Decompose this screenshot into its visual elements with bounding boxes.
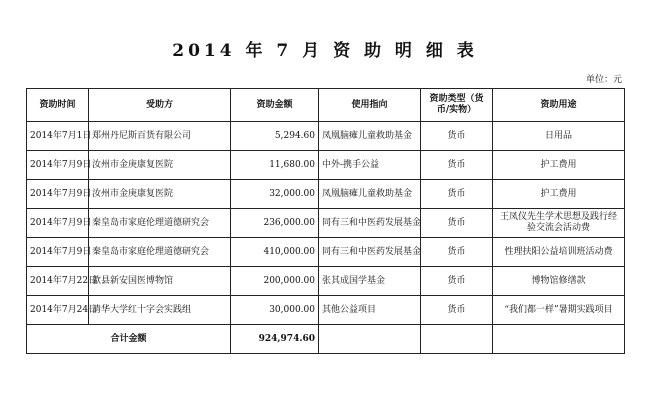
table-row xyxy=(27,296,625,325)
page-title: 2014 年 7 月 资 助 明 细 表 xyxy=(172,41,478,61)
cell-direction: 同有三和中医药发展基金 xyxy=(319,238,421,267)
cell-type: 货币 xyxy=(421,296,493,325)
cell-amount: 410,000.00 xyxy=(231,238,319,267)
unit-label: 单位：元 xyxy=(585,75,622,85)
header-recipient: 受助方 xyxy=(89,89,231,122)
cell-recipient: 清华大学红十字会实践组 xyxy=(89,296,231,325)
table-row xyxy=(27,209,625,238)
cell-direction: 凤凰脑瘫儿童救助基金 xyxy=(319,122,421,151)
table-row xyxy=(27,122,625,151)
cell-amount: 236,000.00 xyxy=(231,209,319,238)
cell-type: 货币 xyxy=(421,238,493,267)
cell-amount: 5,294.60 xyxy=(231,122,319,151)
cell-recipient: 汝州市金庚康复医院 xyxy=(89,151,231,180)
donation-table xyxy=(26,88,625,354)
table-row xyxy=(27,238,625,267)
cell-time: 2014年7月9日 xyxy=(27,238,89,267)
empty-cell xyxy=(319,325,421,354)
cell-type: 货币 xyxy=(421,209,493,238)
cell-direction: 中外-携手公益 xyxy=(319,151,421,180)
cell-direction: 同有三和中医药发展基金 xyxy=(319,209,421,238)
header-direction: 使用指向 xyxy=(319,89,421,122)
cell-purpose: 性理扶阳公益培训班活动费 xyxy=(493,238,625,267)
cell-purpose: 王凤仪先生学术思想及践行经验交流会活动费 xyxy=(493,209,625,238)
empty-cell xyxy=(493,325,625,354)
cell-amount: 30,000.00 xyxy=(231,296,319,325)
cell-type: 货币 xyxy=(421,151,493,180)
cell-time: 2014年7月9日 xyxy=(27,209,89,238)
cell-amount: 32,000.00 xyxy=(231,180,319,209)
cell-time: 2014年7月22日 xyxy=(27,267,89,296)
total-label: 合计金额 xyxy=(27,325,231,354)
table-row xyxy=(27,267,625,296)
cell-purpose: 博物馆修缮款 xyxy=(493,267,625,296)
cell-time: 2014年7月9日 xyxy=(27,151,89,180)
header-time: 资助时间 xyxy=(27,89,89,122)
cell-direction: 其他公益项目 xyxy=(319,296,421,325)
cell-direction: 张其成国学基金 xyxy=(319,267,421,296)
cell-amount: 11,680.00 xyxy=(231,151,319,180)
table-header-row xyxy=(27,89,625,122)
cell-time: 2014年7月24日 xyxy=(27,296,89,325)
table-row xyxy=(27,151,625,180)
table-row xyxy=(27,180,625,209)
cell-purpose: “我们都一样”暑期实践项目 xyxy=(493,296,625,325)
cell-amount: 200,000.00 xyxy=(231,267,319,296)
empty-cell xyxy=(421,325,493,354)
cell-purpose: 护工费用 xyxy=(493,180,625,209)
header-type: 资助类型（货币/实物） xyxy=(421,89,493,122)
header-purpose: 资助用途 xyxy=(493,89,625,122)
cell-direction: 凤凰脑瘫儿童救助基金 xyxy=(319,180,421,209)
cell-purpose: 日用品 xyxy=(493,122,625,151)
cell-type: 货币 xyxy=(421,267,493,296)
cell-time: 2014年7月9日 xyxy=(27,180,89,209)
cell-recipient: 秦皇岛市家庭伦理道德研究会 xyxy=(89,238,231,267)
cell-time: 2014年7月1日 xyxy=(27,122,89,151)
cell-type: 货币 xyxy=(421,180,493,209)
cell-type: 货币 xyxy=(421,122,493,151)
cell-recipient: 歙县新安国医博物馆 xyxy=(89,267,231,296)
cell-recipient: 汝州市金庚康复医院 xyxy=(89,180,231,209)
cell-purpose: 护工费用 xyxy=(493,151,625,180)
cell-recipient: 郑州丹尼斯百货有限公司 xyxy=(89,122,231,151)
header-amount: 资助金额 xyxy=(231,89,319,122)
total-row xyxy=(27,325,625,354)
cell-recipient: 秦皇岛市家庭伦理道德研究会 xyxy=(89,209,231,238)
total-amount: 924,974.60 xyxy=(231,325,319,354)
